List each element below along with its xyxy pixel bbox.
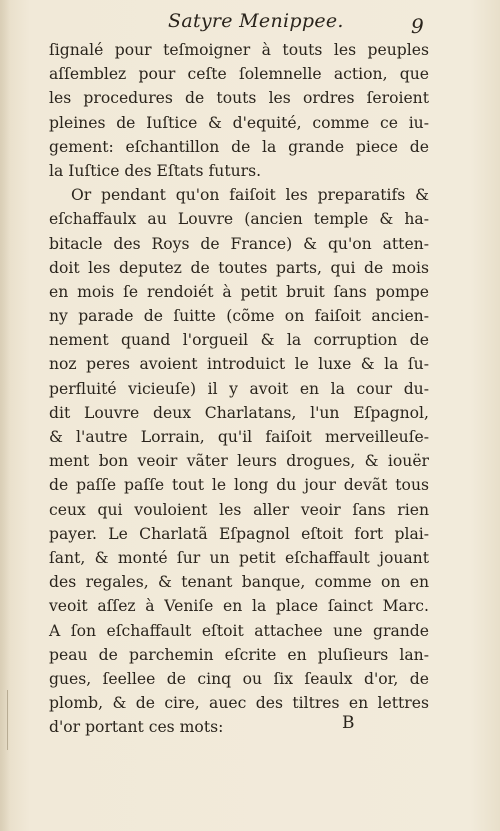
text-line: payer. Le Charlatã Eſpagnol eſtoit fort plai- [49, 524, 429, 543]
text-line: eſchaffaulx au Louvre (ancien temple & ha- [49, 210, 429, 229]
text-line: d'or portant ces mots: [49, 718, 224, 737]
text-line: pleines de Iuſtice & d'equité, comme ce iu- [49, 113, 429, 132]
text-line: ſant, & monté ſur un petit eſchaffault jouant [49, 548, 429, 567]
text-line: veoit aſſez à Veniſe en la place ſainct Marc. [49, 597, 429, 616]
running-title: Satyre Menippee. [168, 10, 344, 32]
text-line: en mois ſe rendoiét à petit bruit ſans pompe [49, 282, 429, 301]
page-number: 9 [411, 14, 424, 38]
text-line: bitacle des Roys de France) & qu'on atten- [49, 234, 429, 253]
margin-mark [7, 690, 8, 750]
text-line: gement: eſchantillon de la grande piece de [49, 137, 429, 156]
text-line: peau de parchemin eſcrite en pluſieurs lan- [49, 645, 429, 664]
text-line: noz peres avoient introduict le luxe & la ſu- [49, 355, 429, 374]
text-line: dit Louvre deux Charlatans, l'un Eſpagnol, [49, 403, 429, 422]
page-header [0, 8, 500, 40]
text-line: plomb, & de cire, auec des tiltres en lettres [49, 694, 429, 713]
text-line: ceux qui vouloient les aller veoir ſans rien [49, 500, 429, 519]
text-line: de paſſe paſſe tout le long du jour devãt tous [49, 476, 429, 495]
text-line: la Iuſtice des Eſtats futurs. [49, 161, 262, 180]
text-line: ſignalé pour teſmoigner à touts les peuples [49, 41, 429, 59]
text-line: gues, ſeellee de cinq ou ſix ſeaulx d'or, de [49, 669, 429, 688]
text-line: & l'autre Lorrain, qu'il faiſoit merveilleuſe- [49, 428, 429, 446]
text-line: des regales, & tenant banque, comme on en [49, 573, 429, 592]
binding-shadow [0, 0, 10, 831]
body-text [49, 38, 429, 739]
text-line: ny parade de ſuitte (cõme on faiſoit ancien- [49, 307, 429, 326]
text-line: nement quand l'orgueil & la corruption de [49, 331, 429, 350]
paragraph-start-line: Or pendant qu'on faiſoit les preparatifs & [71, 186, 429, 205]
catchword: B [342, 713, 355, 733]
text-line: ment bon veoir vãter leurs drogues, & iouër [49, 452, 429, 471]
text-line: A ſon eſchaffault eſtoit attachee une grande [49, 621, 429, 640]
text-line: doit les deputez de toutes parts, qui de mois [49, 258, 429, 277]
text-line: les procedures de touts les ordres ſeroient [49, 89, 429, 108]
text-line: perfluité vicieuſe) il y avoit en la cour du- [49, 379, 429, 398]
text-line: aſſemblez pour ceſte ſolemnelle action, que [49, 65, 429, 84]
